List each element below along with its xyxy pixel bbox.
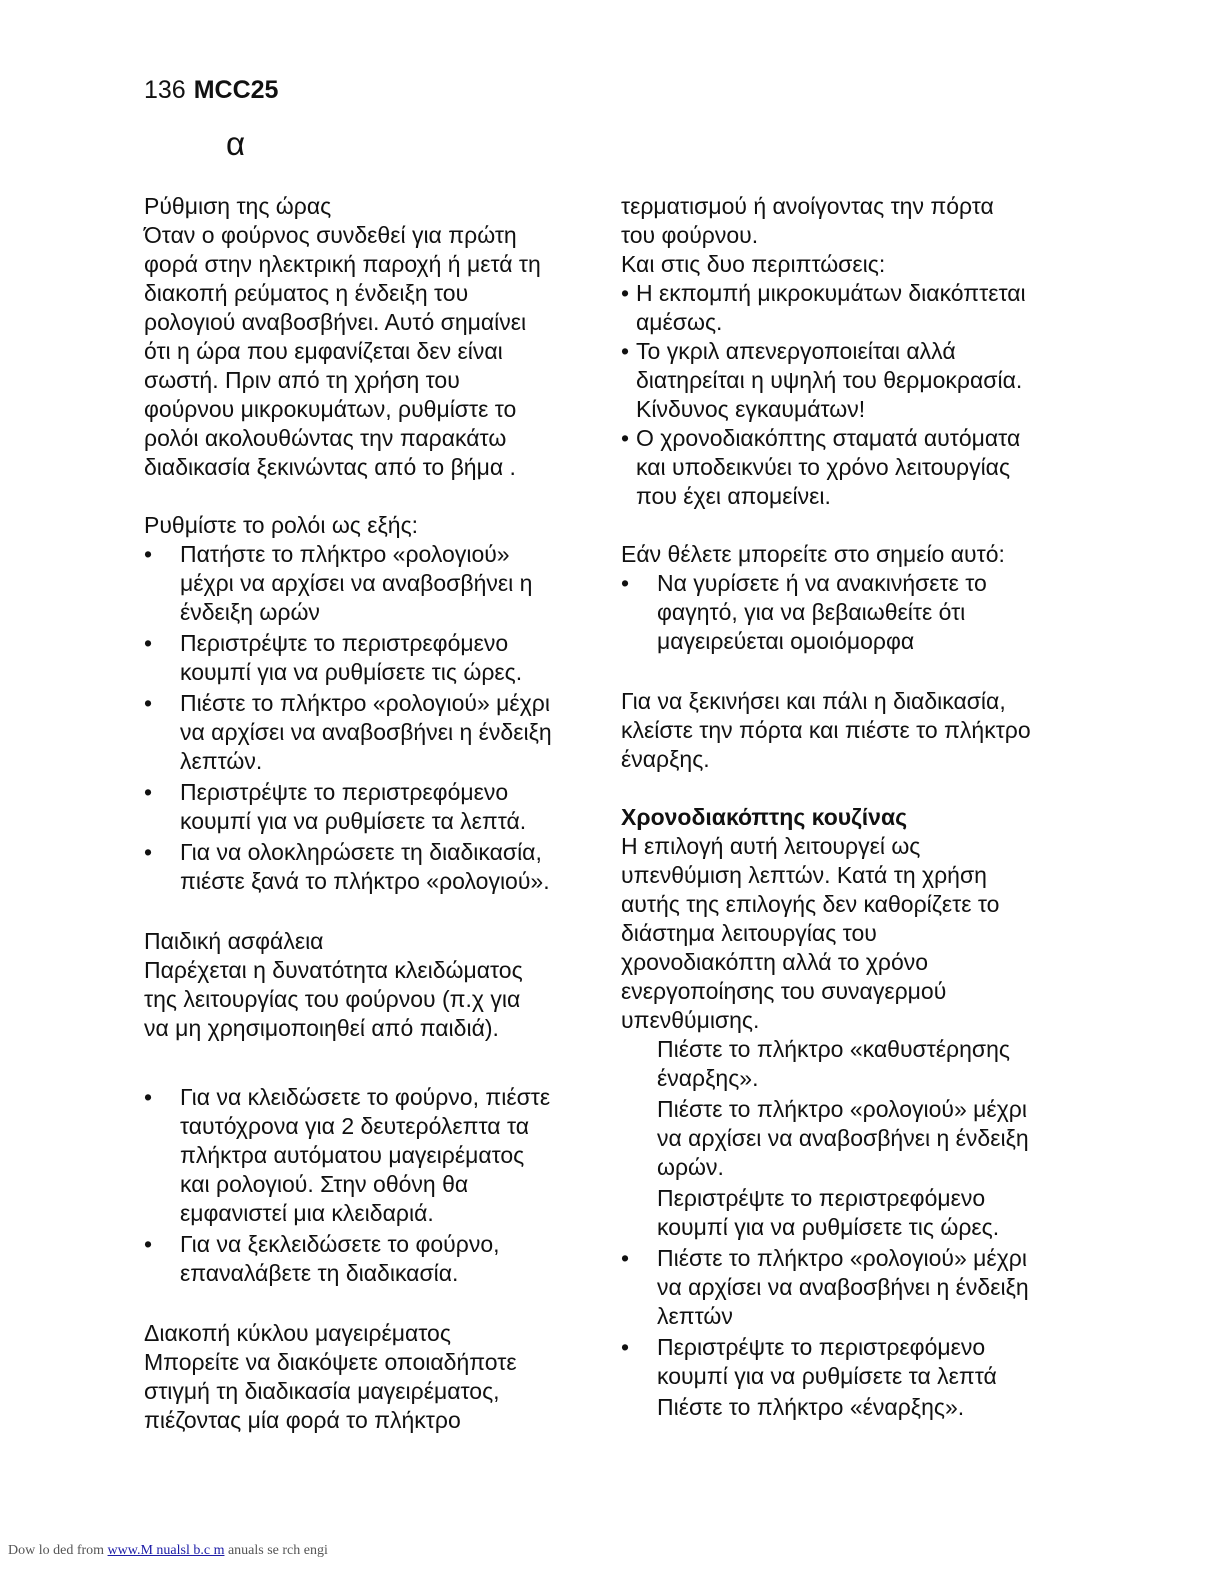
clock-step: [144, 629, 594, 687]
bullet-line: Περιστρέψτε το περιστρεφόμενο: [657, 1334, 986, 1360]
bullet-line: Περιστρέψτε το περιστρεφόμενο: [180, 779, 509, 805]
bullet-mark: [621, 1095, 657, 1182]
bullet-line: κουμπί για να ρυθμίσετε τις ώρες.: [657, 1214, 1000, 1240]
bullet-line: να αρχίσει να αναβοσβήνει η ένδειξη: [657, 1125, 1029, 1151]
bullet-line: ταυτόχρονα για 2 δευτερόλεπτα τα: [180, 1113, 530, 1139]
bullet-line: μέχρι να αρχίσει να αναβοσβήνει η: [180, 570, 533, 596]
bullet-text: [180, 778, 594, 836]
interrupt-cycle-line: πιέζοντας μία φορά το πλήκτρο: [144, 1407, 461, 1433]
bullet-mark: •: [144, 839, 153, 865]
bullet-line: Η εκπομπή μικροκυμάτων διακόπτεται: [636, 280, 1026, 306]
bullet-text: [657, 1035, 1091, 1093]
bullet-text: [636, 279, 1091, 337]
bullet-line: και υποδεικνύει το χρόνο λειτουργίας: [636, 454, 1011, 480]
clock-section-title: Ρύθμιση της ώρας: [144, 193, 332, 219]
bullet-text: [180, 629, 594, 687]
restart-line: έναρξης.: [621, 746, 710, 772]
clock-paragraph-line: διακοπή ρεύματος η ένδειξη του: [144, 280, 469, 306]
bullet-line: πλήκτρα αυτόματου μαγειρέματος: [180, 1142, 525, 1168]
bullet-line: διατηρείται η υψηλή του θερμοκρασία.: [636, 367, 1023, 393]
bullet-line: επαναλάβετε τη διαδικασία.: [180, 1260, 459, 1286]
bullet-mark: [621, 1393, 657, 1422]
bullet-line: και ρολογιού. Στην οθόνη θα: [180, 1171, 469, 1197]
bullet-text: [180, 540, 594, 627]
clock-paragraph-line: φορά στην ηλεκτρική παροχή ή μετά τη: [144, 251, 541, 277]
continuation-line: του φούρνου.: [621, 222, 759, 248]
clock-paragraph-line: ότι η ώρα που εμφανίζεται δεν είναι: [144, 338, 503, 364]
child-safety-line: να μη χρησιμοποιηθεί από παιδιά).: [144, 1015, 499, 1041]
bullet-mark: •: [144, 630, 153, 656]
bullet-line: Πιέστε το πλήκτρο «καθυστέρησης: [657, 1036, 1011, 1062]
spacer: [621, 511, 1091, 540]
kitchen-timer-line: υπενθύμιση λεπτών. Κατά τη χρήση: [621, 862, 987, 888]
child-safety-line: της λειτουργίας του φούρνου (π.χ για: [144, 986, 521, 1012]
page-header: [144, 74, 278, 106]
child-safety-title: Παιδική ασφάλεια: [144, 928, 324, 954]
clock-step: [144, 540, 594, 627]
download-footer: [8, 1543, 328, 1559]
bullet-line: πιέστε ξανά το πλήκτρο «ρολογιού».: [180, 868, 550, 894]
bullet-line: Περιστρέψτε το περιστρεφόμενο: [180, 630, 509, 656]
timer-step: [621, 1244, 1091, 1331]
timer-step: [621, 1095, 1091, 1182]
bullet-text: [657, 1184, 1091, 1242]
bullet-line: αμέσως.: [636, 309, 723, 335]
bullet-line: Το γκριλ απενεργοποιείται αλλά: [636, 338, 956, 364]
bullet-line: φαγητό, για να βεβαιωθείτε ότι: [657, 599, 966, 625]
spacer: [144, 1290, 594, 1319]
bullet-mark: [621, 1035, 657, 1093]
bullet-line: έναρξης».: [657, 1065, 759, 1091]
bullet-mark: •: [144, 1084, 153, 1110]
bullet-mark: •: [621, 280, 630, 306]
bullet-mark: •: [621, 570, 630, 596]
bullet-line: Για να ξεκλειδώσετε το φούρνο,: [180, 1231, 500, 1257]
page-number: 136: [144, 76, 186, 104]
bullet-line: Περιστρέψτε το περιστρεφόμενο: [657, 1185, 986, 1211]
kitchen-timer-line: διάστημα λειτουργίας του: [621, 920, 877, 946]
case-item: [621, 337, 1091, 424]
bullet-line: Πιέστε το πλήκτρο «ρολογιού» μέχρι: [180, 690, 550, 716]
clock-paragraph-line: ρολόι ακολουθώντας την παρακάτω: [144, 425, 507, 451]
bullet-mark: •: [144, 1231, 153, 1257]
interrupt-cycle-line: στιγμή τη διαδικασία μαγειρέματος,: [144, 1378, 500, 1404]
bullet-line: Ο χρονοδιακόπτης σταματά αυτόματα: [636, 425, 1021, 451]
case-item: [621, 279, 1091, 337]
bullet-text: [180, 838, 594, 896]
timer-step: [621, 1393, 1091, 1422]
restart-line: Για να ξεκινήσει και πάλι η διαδικασία,: [621, 688, 1006, 714]
bullet-mark: •: [621, 425, 630, 451]
bullet-text: [636, 424, 1091, 511]
bullet-text: [657, 569, 1091, 656]
bullet-line: που έχει απομείνει.: [636, 483, 831, 509]
clock-paragraph-line: ρολογιού αναβοσβήνει. Αυτό σημαίνει: [144, 309, 527, 335]
bullet-mark: •: [621, 338, 630, 364]
spacer: [144, 1043, 594, 1083]
case-item: [621, 424, 1091, 511]
bullet-line: Να γυρίσετε ή να ανακινήσετε το: [657, 570, 987, 596]
bullet-line: λεπτών.: [180, 748, 263, 774]
footer-prefix: Dow lo ded from: [8, 1543, 108, 1558]
footer-suffix: anuals se rch engi: [224, 1543, 328, 1558]
kitchen-timer-line: χρονοδιακόπτη αλλά το χρόνο: [621, 949, 929, 975]
left-column: [144, 192, 594, 1435]
bullet-line: ωρών.: [657, 1154, 724, 1180]
clock-paragraph-line: Όταν ο φούρνος συνδεθεί για πρώτη: [144, 222, 517, 248]
clock-paragraph-line: φούρνου μικροκυμάτων, ρυθμίστε το: [144, 396, 517, 422]
bullet-mark: •: [621, 1245, 630, 1271]
interrupt-cycle-line: Μπορείτε να διακόψετε οποιαδήποτε: [144, 1349, 517, 1375]
timer-step: [621, 1035, 1091, 1093]
spacer: [144, 482, 594, 511]
bullet-line: να αρχίσει να αναβοσβήνει η ένδειξη: [657, 1274, 1029, 1300]
bullet-line: μαγειρεύεται ομοιόμορφα: [657, 628, 915, 654]
bullet-line: Πιέστε το πλήκτρο «ρολογιού» μέχρι: [657, 1096, 1027, 1122]
clock-steps-intro: Ρυθμίστε το ρολόι ως εξής:: [144, 512, 419, 538]
clock-step: [144, 778, 594, 836]
bullet-mark: [621, 1184, 657, 1242]
child-safety-step: [144, 1230, 594, 1288]
bullet-text: [180, 689, 594, 776]
bullet-text: [657, 1393, 1091, 1422]
bullet-text: [180, 1230, 594, 1288]
right-column: [621, 192, 1091, 1424]
bullet-mark: •: [621, 1334, 630, 1360]
bullet-mark: •: [144, 541, 153, 567]
bullet-line: εμφανιστεί μια κλειδαριά.: [180, 1200, 434, 1226]
bullet-line: λεπτών: [657, 1303, 733, 1329]
bullet-line: κουμπί για να ρυθμίσετε τα λεπτά.: [180, 808, 527, 834]
clock-step: [144, 838, 594, 896]
footer-link[interactable]: www.M nualsl b.c m: [107, 1543, 225, 1558]
model-name: MCC25: [193, 76, 279, 104]
bullet-line: να αρχίσει να αναβοσβήνει η ένδειξη: [180, 719, 552, 745]
restart-line: κλείστε την πόρτα και πιέστε το πλήκτρο: [621, 717, 1031, 743]
kitchen-timer-line: υπενθύμισης.: [621, 1007, 760, 1033]
bullet-line: Για να ολοκληρώσετε τη διαδικασία,: [180, 839, 542, 865]
bullet-text: [657, 1095, 1091, 1182]
kitchen-timer-title: Χρονοδιακόπτης κουζίνας: [621, 804, 908, 830]
bullet-mark: •: [144, 690, 153, 716]
bullet-line: Πατήστε το πλήκτρο «ρολογιού»: [180, 541, 510, 567]
interrupt-cycle-title: Διακοπή κύκλου μαγειρέματος: [144, 1320, 451, 1346]
both-cases-intro: Και στις δυο περιπτώσεις:: [621, 251, 886, 277]
bullet-line: Κίνδυνος εγκαυμάτων!: [636, 396, 866, 422]
options-intro: Εάν θέλετε μπορείτε στο σημείο αυτό:: [621, 541, 1005, 567]
clock-paragraph-line: σωστή. Πριν από τη χρήση του: [144, 367, 460, 393]
bullet-line: Πιέστε το πλήκτρο «έναρξης».: [657, 1394, 965, 1420]
bullet-line: κουμπί για να ρυθμίσετε τα λεπτά: [657, 1363, 997, 1389]
child-safety-line: Παρέχεται η δυνατότητα κλειδώματος: [144, 957, 523, 983]
timer-step: [621, 1184, 1091, 1242]
bullet-text: [636, 337, 1091, 424]
timer-step: [621, 1333, 1091, 1391]
bullet-line: Πιέστε το πλήκτρο «ρολογιού» μέχρι: [657, 1245, 1027, 1271]
bullet-text: [657, 1333, 1091, 1391]
language-marker: α: [226, 125, 246, 162]
bullet-text: [180, 1083, 594, 1228]
option-step: [621, 569, 1091, 656]
clock-paragraph-line: διαδικασία ξεκινώντας από το βήμα .: [144, 454, 516, 480]
bullet-line: Για να κλειδώσετε το φούρνο, πιέστε: [180, 1084, 551, 1110]
kitchen-timer-line: αυτής της επιλογής δεν καθορίζετε το: [621, 891, 1000, 917]
spacer: [621, 774, 1091, 803]
continuation-line: τερματισμού ή ανοίγοντας την πόρτα: [621, 193, 994, 219]
spacer: [621, 658, 1091, 687]
kitchen-timer-line: Η επιλογή αυτή λειτουργεί ως: [621, 833, 921, 859]
spacer: [144, 898, 594, 927]
kitchen-timer-line: ενεργοποίησης του συναγερμού: [621, 978, 947, 1004]
bullet-mark: •: [144, 779, 153, 805]
bullet-line: ένδειξη ωρών: [180, 599, 320, 625]
child-safety-step: [144, 1083, 594, 1228]
bullet-text: [657, 1244, 1091, 1331]
clock-step: [144, 689, 594, 776]
bullet-line: κουμπί για να ρυθμίσετε τις ώρες.: [180, 659, 523, 685]
